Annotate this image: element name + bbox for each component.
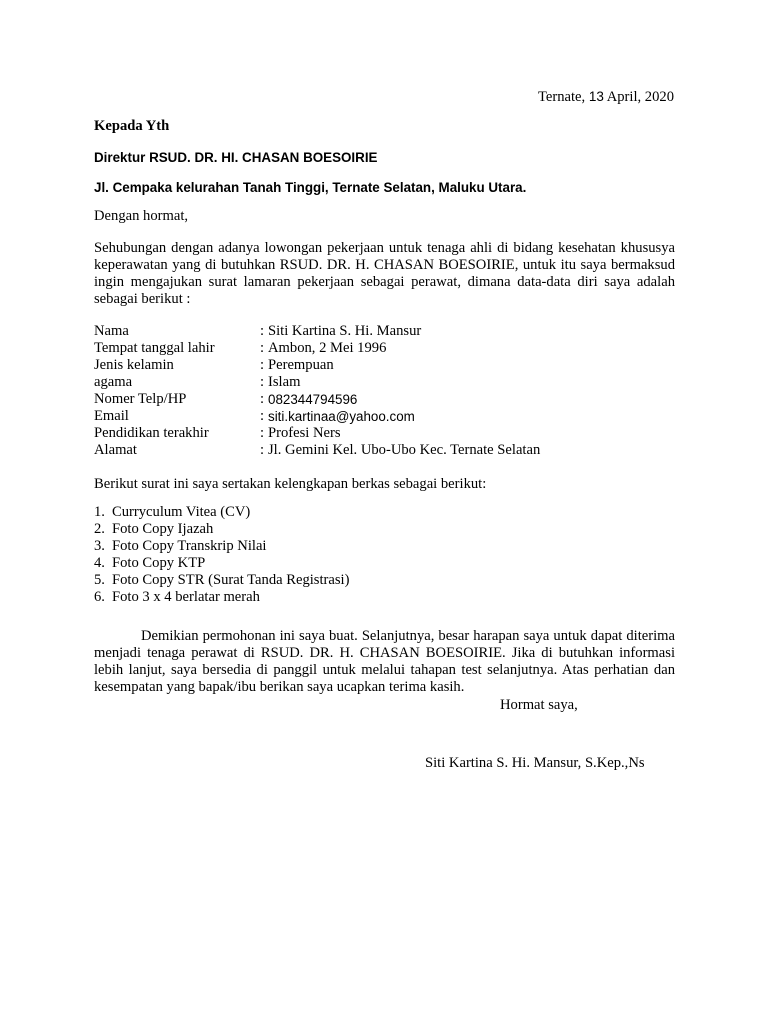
personal-data-separator: : xyxy=(260,391,265,407)
personal-data-value: Ambon, 2 Mei 1996 xyxy=(268,340,387,356)
personal-data-value: Islam xyxy=(268,374,301,390)
personal-data-separator: : xyxy=(260,357,265,373)
recipient-heading: Kepada Yth xyxy=(94,118,170,134)
personal-data-label: Tempat tanggal lahir xyxy=(94,340,215,356)
personal-data-value: siti.kartinaa@yahoo.com xyxy=(268,409,415,424)
personal-data-value: Jl. Gemini Kel. Ubo-Ubo Kec. Ternate Selatan xyxy=(268,442,541,458)
attachments-intro: Berikut surat ini saya sertakan kelengkapan berkas sebagai berikut: xyxy=(94,476,487,492)
list-item xyxy=(94,589,349,606)
list-item-text: Foto Copy Transkrip Nilai xyxy=(112,538,267,554)
personal-data-separator: : xyxy=(260,408,265,424)
date-place: Ternate, xyxy=(537,89,586,105)
list-item xyxy=(94,538,349,555)
closing-paragraph: Demikian permohonan ini saya buat. Selanjutnya, besar harapan saya untuk dapat diterima menjadi tenaga perawat di RSUD. DR. H. CHASAN BOESOIRIE. Jika di butuhkan informasi lebih lanjut, saya bersedia di panggil untuk melalui tahapan test selanjutnya. Atas perhatian dan kesempatan yang bapak/ibu berikan saya ucapkan terima kasih. xyxy=(94,628,675,695)
intro-paragraph: Sehubungan dengan adanya lowongan pekerjaan untuk tenaga ahli di bidang kesehatan khususya keperawatan yang di butuhkan RSUD. DR. H. CHASAN BOESOIRIE, untuk itu saya bermaksud ingin mengajukan surat lamaran pekerjaan sebagai perawat, dimana data-data diri saya adalah sebagai berikut : xyxy=(94,240,675,307)
list-item-number: 4. xyxy=(94,555,105,571)
personal-data-row xyxy=(94,323,540,340)
recipient-name: Direktur RSUD. DR. HI. CHASAN BOESOIRIE xyxy=(94,150,378,165)
personal-data-row xyxy=(94,425,540,442)
list-item-text: Foto Copy KTP xyxy=(112,555,206,571)
personal-data-label: agama xyxy=(94,374,133,390)
personal-data-separator: : xyxy=(260,374,265,390)
personal-data-label: Nama xyxy=(94,323,129,339)
list-item-number: 1. xyxy=(94,504,105,520)
letter-date xyxy=(538,88,674,106)
list-item-text: Foto Copy STR (Surat Tanda Registrasi) xyxy=(112,572,350,588)
personal-data-label: Alamat xyxy=(94,442,137,458)
personal-data-label: Pendidikan terakhir xyxy=(94,425,209,441)
signature-name: Siti Kartina S. Hi. Mansur, S.Kep.,Ns xyxy=(425,755,645,771)
personal-data-table xyxy=(94,323,540,459)
personal-data-value: Siti Kartina S. Hi. Mansur xyxy=(268,323,422,339)
list-item-text: Curryculum Vitea (CV) xyxy=(112,504,251,520)
list-item xyxy=(94,572,349,589)
list-item xyxy=(94,555,349,572)
greeting: Dengan hormat, xyxy=(94,208,189,224)
list-item xyxy=(94,504,349,521)
list-item-number: 2. xyxy=(94,521,105,537)
personal-data-separator: : xyxy=(260,425,265,441)
personal-data-separator: : xyxy=(260,442,265,458)
list-item-number: 6. xyxy=(94,589,105,605)
personal-data-label: Nomer Telp/HP xyxy=(94,391,187,407)
personal-data-value: 082344794596 xyxy=(268,392,358,407)
date-month-year: April, 2020 xyxy=(606,89,674,105)
list-item-text: Foto 3 x 4 berlatar merah xyxy=(112,589,260,605)
list-item-number: 5. xyxy=(94,572,105,588)
list-item-number: 3. xyxy=(94,538,105,554)
personal-data-row xyxy=(94,374,540,391)
date-day: 13 xyxy=(588,89,604,104)
personal-data-row xyxy=(94,391,540,408)
personal-data-row xyxy=(94,340,540,357)
attachments-list xyxy=(94,504,349,606)
list-item-text: Foto Copy Ijazah xyxy=(112,521,214,537)
personal-data-row xyxy=(94,357,540,374)
personal-data-value: Profesi Ners xyxy=(268,425,341,441)
personal-data-label: Email xyxy=(94,408,129,424)
personal-data-label: Jenis kelamin xyxy=(94,357,174,373)
recipient-address: Jl. Cempaka kelurahan Tanah Tinggi, Ternate Selatan, Maluku Utara. xyxy=(94,180,527,195)
personal-data-row xyxy=(94,442,540,459)
closing-salutation: Hormat saya, xyxy=(500,697,578,713)
list-item xyxy=(94,521,349,538)
personal-data-separator: : xyxy=(260,340,265,356)
personal-data-separator: : xyxy=(260,323,265,339)
personal-data-row xyxy=(94,408,540,425)
personal-data-value: Perempuan xyxy=(268,357,334,373)
